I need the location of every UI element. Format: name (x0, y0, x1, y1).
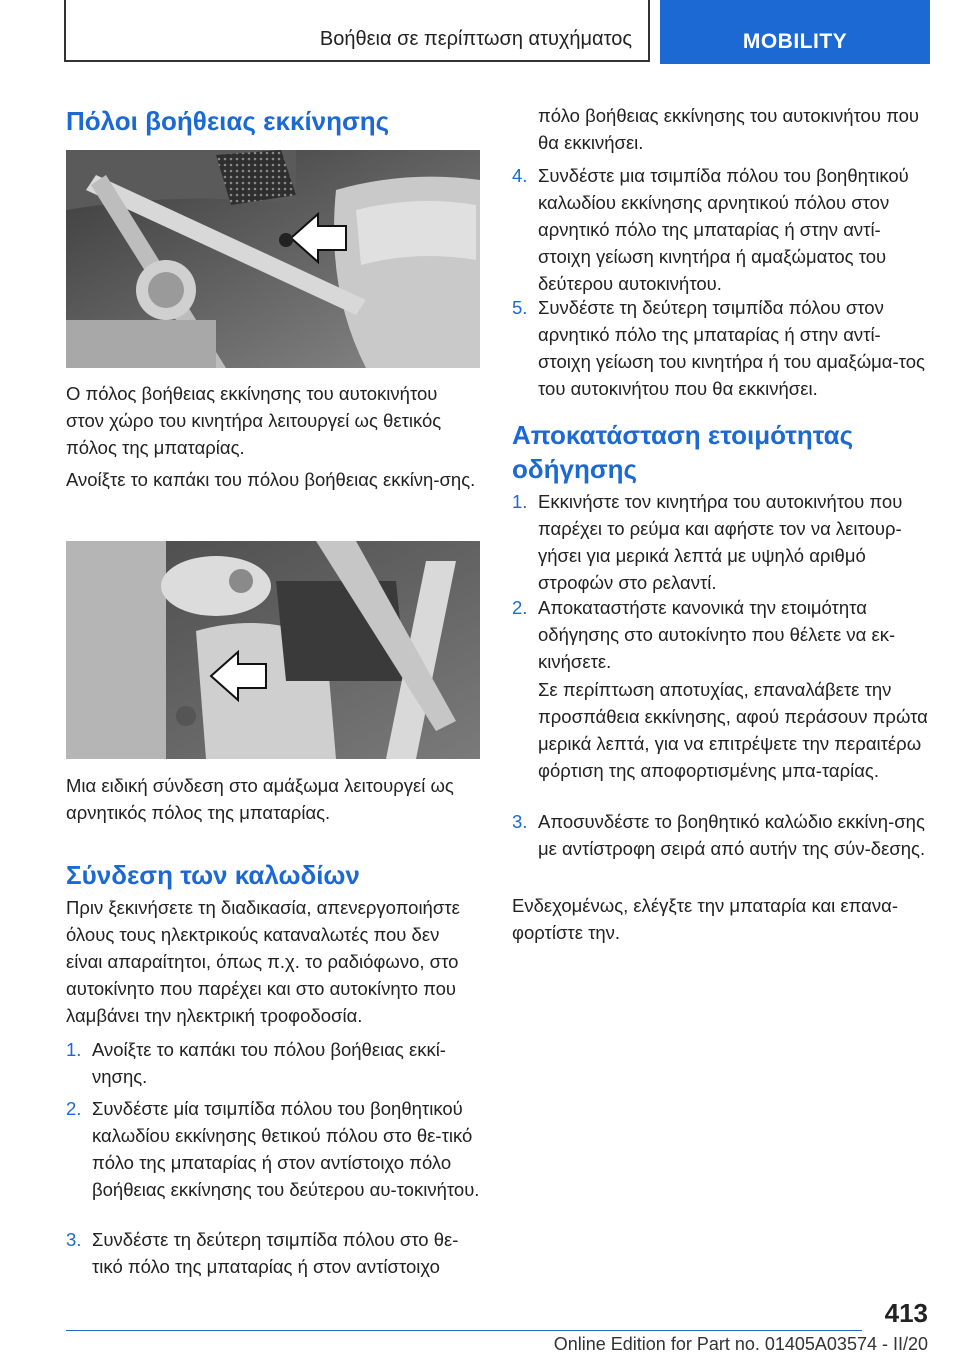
list-item (512, 808, 928, 862)
step-number: 2. (66, 1098, 82, 1119)
page-number: 413 (884, 1298, 928, 1328)
footer-edition: Online Edition for Part no. 01405A03574 - II/20 (553, 1334, 928, 1354)
heading-jump-start-terminals: Πόλοι βοήθειας εκκίνησης (66, 106, 390, 136)
step-number: 4. (512, 165, 528, 186)
engine-bay-photo-positive-terminal (66, 150, 480, 368)
section-title: Βοήθεια σε περίπτωση ατυχήματος (319, 28, 632, 50)
list-item (512, 162, 928, 297)
step-text: Συνδέστε τη δεύτερη τσιμπίδα πόλου στο θε-τικό πόλο της μπαταρίας ή στον αντίστοιχο (92, 1229, 459, 1277)
connect-intro: Πριν ξεκινήσετε τη διαδικασία, απενεργοποιήστε όλους τους ηλεκτρικούς καταναλωτές που δεν είναι απαραίτητοι, όπως π.χ. το ραδιόφωνο, στο αυτοκίνητο που παρέχει και στο αυτοκίνητο που λαμβάνει την ηλεκτρική τροφοδοσία. (66, 897, 460, 1026)
step-number: 3. (512, 811, 528, 832)
list-item (66, 1226, 480, 1280)
step-text: Αποκαταστήστε κανονικά την ετοιμότητα οδήγησης στο αυτοκίνητο που θέλετε να εκ-κινήσετε. (538, 597, 896, 672)
failure-note: Σε περίπτωση αποτυχίας, επαναλάβετε την προσπάθεια εκκίνησης, αφού περάσουν πρώτα μερικά λεπτά, για να επιτρέψετε την περαιτέρω φόρτιση της αποφορτισμένης μπα-ταρίας. (538, 679, 928, 781)
step-text: Συνδέστε τη δεύτερη τσιμπίδα πόλου στον αρνητικό πόλο της μπαταρίας ή στην αντί-στοιχη γείωση του κινητήρα ή του αμαξώμα-τος του αυτοκινήτου που θα εκκινήσει. (538, 297, 925, 399)
list-item (66, 1036, 480, 1090)
caption-ground-point: Μια ειδική σύνδεση στο αμάξωμα λειτουργεί ως αρνητικός πόλος της μπαταρίας. (66, 775, 454, 823)
heading-connect-cables: Σύνδεση των καλωδίων (66, 860, 360, 890)
list-item (512, 294, 928, 402)
heading-restore-drive-readiness: Αποκατάσταση ετοιμότητας οδήγησης (512, 420, 854, 484)
list-item (512, 594, 928, 675)
list-item (66, 1095, 480, 1203)
step-text: Ανοίξτε το καπάκι του πόλου βοήθειας εκκί-νησης. (92, 1039, 446, 1087)
open-cap-instruction: Ανοίξτε το καπάκι του πόλου βοήθειας εκκίνη-σης. (66, 469, 476, 490)
step-text: Εκκινήστε τον κινητήρα του αυτοκινήτου που παρέχει το ρεύμα και αφήστε τον να λειτουρ-γήσει για μερικά λεπτά με υψηλό αριθμό στροφών στο ρελαντί. (538, 491, 903, 593)
step-number: 1. (66, 1039, 82, 1060)
engine-bay-photo-ground-point (66, 541, 480, 759)
mobility-tab[interactable]: MOBILITY (660, 0, 930, 64)
page-header (64, 0, 930, 64)
caption-positive-terminal: Ο πόλος βοήθειας εκκίνησης του αυτοκινήτου στον χώρο του κινητήρα λειτουργεί ως θετικός πόλος της μπαταρίας. (66, 383, 442, 458)
step-number: 5. (512, 297, 528, 318)
list-item (512, 488, 928, 596)
header-frame (64, 0, 650, 62)
step-text: Συνδέστε μια τσιμπίδα πόλου του βοηθητικού καλωδίου εκκίνησης αρνητικού πόλου στον αρνητικό πόλο της μπαταρίας ή στην αντί-στοιχη γείωση κινητήρα ή αμαξώματος του δεύτερου αυτοκινήτου. (538, 165, 909, 294)
step-number: 3. (66, 1229, 82, 1250)
closing-note: Ενδεχομένως, ελέγξτε την μπαταρία και επανα-φορτίστε την. (512, 895, 898, 943)
step-text: Συνδέστε μία τσιμπίδα πόλου του βοηθητικού καλωδίου εκκίνησης θετικού πόλου στο θε-τικό πόλο της μπαταρίας ή στον αντίστοιχο πόλο βοήθειας εκκίνησης του δεύτερου αυ-τοκινήτου. (92, 1098, 480, 1200)
step-number: 1. (512, 491, 528, 512)
step-continuation: πόλο βοήθειας εκκίνησης του αυτοκινήτου που θα εκκινήσει. (538, 105, 920, 153)
footer-divider (66, 1330, 862, 1331)
step-text: Αποσυνδέστε το βοηθητικό καλώδιο εκκίνη-σης με αντίστροφη σειρά από αυτήν της σύν-δεσης. (538, 811, 926, 859)
step-number: 2. (512, 597, 528, 618)
